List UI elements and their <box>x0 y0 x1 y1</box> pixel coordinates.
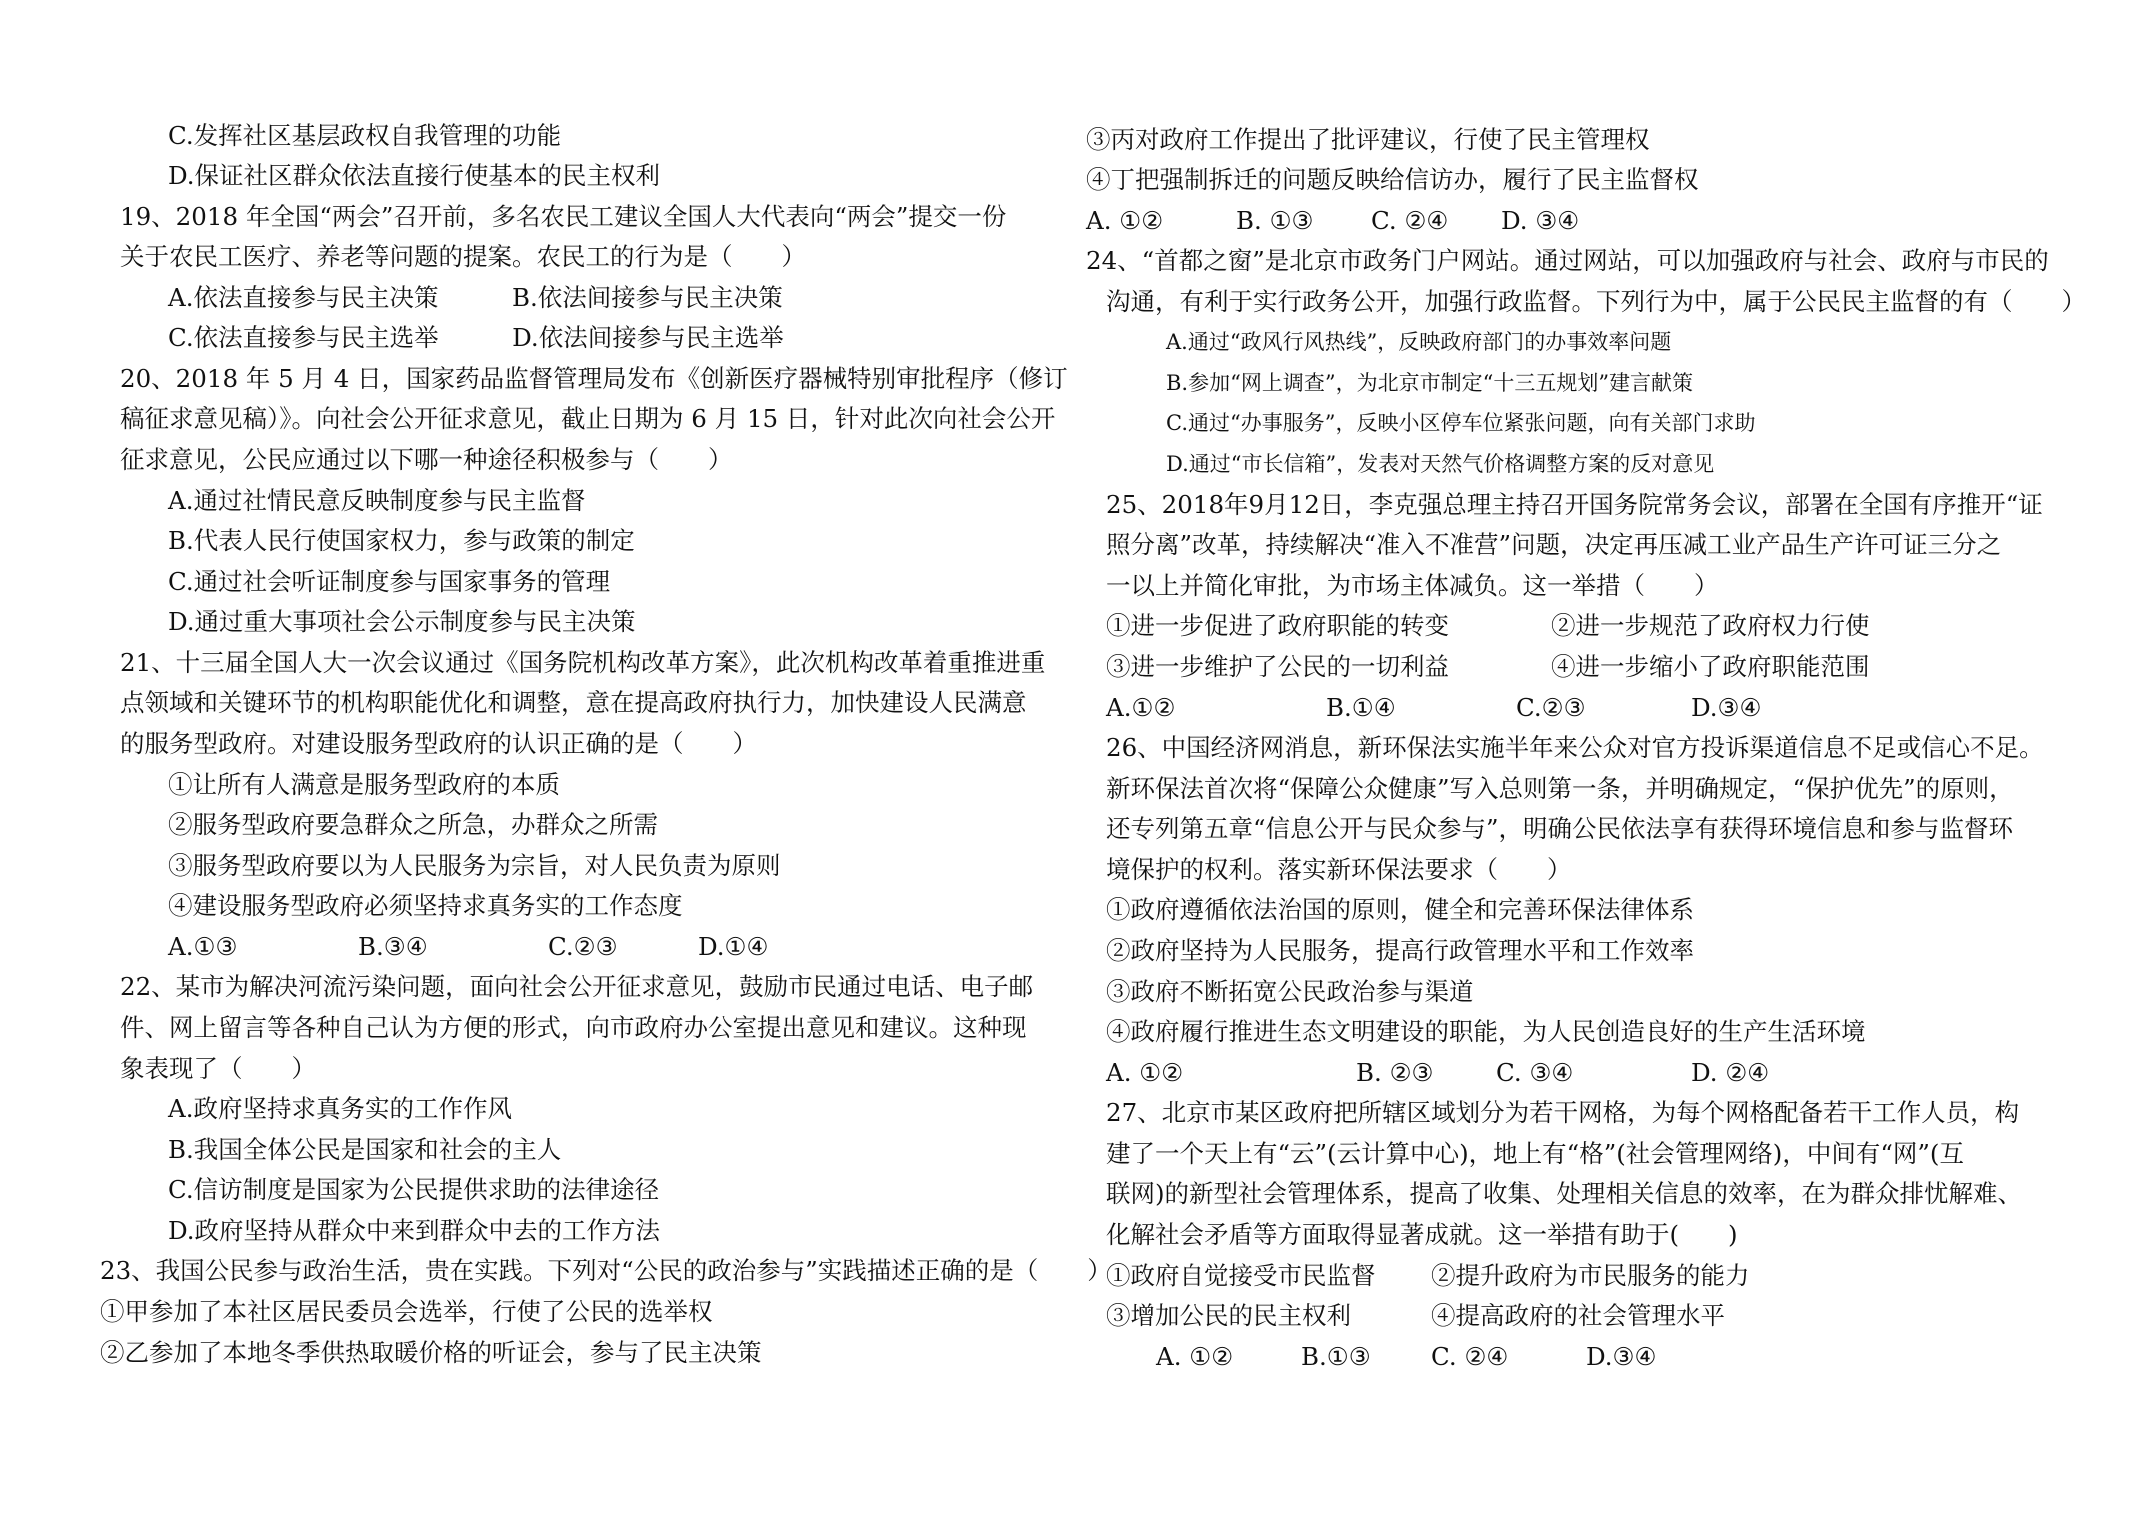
text-line: ②乙参加了本地冬季供热取暖价格的听证会，参与了民主决策 <box>100 1338 762 1367</box>
text-line: 联网)的新型社会管理体系，提高了收集、处理相关信息的效率，在为群众排忧解难、 <box>1106 1179 2023 1208</box>
text-line: C.发挥社区基层政权自我管理的功能 <box>168 121 562 150</box>
text-line: ④建设服务型政府必须坚持求真务实的工作态度 <box>168 891 683 920</box>
option: C.②③ <box>548 932 618 961</box>
text-line: B.代表人民行使国家权力，参与政策的制定 <box>168 526 635 555</box>
question-20: 20、2018 年 5 月 4 日，国家药品监督管理局发布《创新医疗器械特别审批程序（修订 <box>120 364 1068 393</box>
option: C. ③④ <box>1496 1058 1574 1087</box>
question-26: 26、中国经济网消息，新环保法实施半年来公众对官方投诉渠道信息不足或信心不足。 <box>1106 733 2044 762</box>
option: ④进一步缩小了政府职能范围 <box>1551 652 1870 681</box>
text-line: 照分离”改革，持续解决“准入不准营”问题，决定再压减工业产品生产许可证三分之 <box>1106 530 2002 559</box>
text-line: ③服务型政府要以为人民服务为宗旨，对人民负责为原则 <box>168 851 781 880</box>
text-line: ②政府坚持为人民服务，提高行政管理水平和工作效率 <box>1106 936 1694 965</box>
text-line: D.政府坚持从群众中来到群众中去的工作方法 <box>168 1216 661 1245</box>
text-line: A.政府坚持求真务实的工作作风 <box>168 1094 512 1123</box>
option: A.①② <box>1106 693 1176 722</box>
text-line: 的服务型政府。对建设服务型政府的认识正确的是（ ） <box>120 729 757 758</box>
option: D. ②④ <box>1691 1058 1770 1087</box>
text-line: A.通过“政风行风热线”，反映政府部门的办事效率问题 <box>1166 330 1672 354</box>
text-line: 件、网上留言等各种自己认为方便的形式，向市政府办公室提出意见和建议。这种现 <box>120 1013 1027 1042</box>
answer-options <box>1086 205 1579 237</box>
question-23: 23、我国公民参与政治生活，贵在实践。下列对“公民的政治参与”实践描述正确的是（ ） <box>100 1256 1112 1285</box>
text-line: ③丙对政府工作提出了批评建议，行使了民主管理权 <box>1086 125 1650 154</box>
option: B.①④ <box>1326 693 1396 722</box>
text-line: 象表现了（ ） <box>120 1054 316 1083</box>
option: A. ①② <box>1156 1342 1234 1371</box>
answer-options <box>1106 610 1870 642</box>
text-line: 境保护的权利。落实新环保法要求（ ） <box>1106 855 1572 884</box>
text-line: D.通过“市长信箱”，发表对天然气价格调整方案的反对意见 <box>1166 452 1715 476</box>
text-line: B.参加“网上调查”，为北京市制定“十三五规划”建言献策 <box>1166 371 1694 395</box>
text-line: C.通过社会听证制度参与国家事务的管理 <box>168 567 611 596</box>
option: B.①③ <box>1301 1342 1371 1371</box>
option: A.①③ <box>168 932 238 961</box>
option: D.③④ <box>1586 1342 1657 1371</box>
answer-options <box>1106 1300 1725 1332</box>
text-line: A.依法直接参与民主决策 B.依法间接参与民主决策 <box>168 283 783 312</box>
text-line: D.保证社区群众依法直接行使基本的民主权利 <box>168 161 661 190</box>
text-line: C.信访制度是国家为公民提供求助的法律途径 <box>168 1175 660 1204</box>
answer-options <box>1106 1260 1750 1292</box>
text-line: 关于农民工医疗、养老等问题的提案。农民工的行为是（ ） <box>120 242 806 271</box>
question-25: 25、2018年9月12日，李克强总理主持召开国务院常务会议，部署在全国有序推开“证 <box>1106 490 2043 519</box>
option: ②提升政府为市民服务的能力 <box>1431 1261 1750 1290</box>
text-line: 征求意见，公民应通过以下哪一种途径积极参与（ ） <box>120 445 733 474</box>
text-line: C.依法直接参与民主选举 D.依法间接参与民主选举 <box>168 323 784 352</box>
option: D.①④ <box>698 932 769 961</box>
text-line: 建了一个天上有“云”(云计算中心)，地上有“格”(社会管理网络)，中间有“网”(互 <box>1106 1139 1964 1168</box>
option: ④提高政府的社会管理水平 <box>1431 1301 1725 1330</box>
text-line: ①让所有人满意是服务型政府的本质 <box>168 770 560 799</box>
answer-options <box>1106 692 1762 724</box>
text-line: A.通过社情民意反映制度参与民主监督 <box>168 486 586 515</box>
answer-options <box>1106 651 1870 683</box>
question-22: 22、某市为解决河流污染问题，面向社会公开征求意见，鼓励市民通过电话、电子邮 <box>120 972 1034 1001</box>
option: D.③④ <box>1691 693 1762 722</box>
answer-options <box>1156 1341 1657 1373</box>
option: C. ②④ <box>1371 206 1449 235</box>
option: C. ②④ <box>1431 1342 1509 1371</box>
text-line: B.我国全体公民是国家和社会的主人 <box>168 1135 562 1164</box>
option: A. ①② <box>1086 206 1164 235</box>
option: C.②③ <box>1516 693 1586 722</box>
question-21: 21、十三届全国人大一次会议通过《国务院机构改革方案》，此次机构改革着重推进重 <box>120 648 1046 677</box>
text-line: 还专列第五章“信息公开与民众参与”，明确公民依法享有获得环境信息和参与监督环 <box>1106 814 2014 843</box>
answer-options <box>1106 1057 1769 1089</box>
text-line: ①甲参加了本社区居民委员会选举，行使了公民的选举权 <box>100 1297 713 1326</box>
option: ③进一步维护了公民的一切利益 <box>1106 652 1449 681</box>
option: B. ②③ <box>1356 1058 1434 1087</box>
text-line: ①政府遵循依法治国的原则，健全和完善环保法律体系 <box>1106 895 1694 924</box>
option: ②进一步规范了政府权力行使 <box>1551 611 1870 640</box>
text-line: 点领域和关键环节的机构职能优化和调整，意在提高政府执行力，加快建设人民满意 <box>120 688 1027 717</box>
option: B. ①③ <box>1236 206 1314 235</box>
text-line: 新环保法首次将“保障公众健康”写入总则第一条，并明确规定，“保护优先”的原则， <box>1106 774 2014 803</box>
text-line: ③政府不断拓宽公民政治参与渠道 <box>1106 977 1474 1006</box>
option: ①进一步促进了政府职能的转变 <box>1106 611 1449 640</box>
text-line: 化解社会矛盾等方面取得显著成就。这一举措有助于( ) <box>1106 1220 1738 1249</box>
question-24: 24、“首都之窗”是北京市政务门户网站。通过网站，可以加强政府与社会、政府与市民的 <box>1086 246 2049 275</box>
text-line: C.通过“办事服务”，反映小区停车位紧张问题，向有关部门求助 <box>1166 411 1756 435</box>
question-19: 19、2018 年全国“两会”召开前，多名农民工建议全国人大代表向“两会”提交一份 <box>120 202 1007 231</box>
option: ①政府自觉接受市民监督 <box>1106 1261 1376 1290</box>
text-line: ②服务型政府要急群众之所急，办群众之所需 <box>168 810 658 839</box>
text-line: 沟通，有利于实行政务公开，加强行政监督。下列行为中，属于公民民主监督的有（ ） <box>1106 287 2086 316</box>
option: A. ①② <box>1106 1058 1184 1087</box>
option: B.③④ <box>358 932 428 961</box>
text-line: 一以上并简化审批，为市场主体减负。这一举措（ ） <box>1106 571 1719 600</box>
text-line: ④丁把强制拆迁的问题反映给信访办，履行了民主监督权 <box>1086 165 1699 194</box>
question-27: 27、北京市某区政府把所辖区域划分为若干网格，为每个网格配备若干工作人员，构 <box>1106 1098 2020 1127</box>
option: D. ③④ <box>1501 206 1580 235</box>
option: ③增加公民的民主权利 <box>1106 1301 1351 1330</box>
text-line: ④政府履行推进生态文明建设的职能，为人民创造良好的生产生活环境 <box>1106 1017 1866 1046</box>
text-line: 稿征求意见稿）》。向社会公开征求意见，截止日期为 6 月 15 日，针对此次向社会公开 <box>120 404 1056 433</box>
text-line: D.通过重大事项社会公示制度参与民主决策 <box>168 607 636 636</box>
answer-options <box>168 931 769 963</box>
